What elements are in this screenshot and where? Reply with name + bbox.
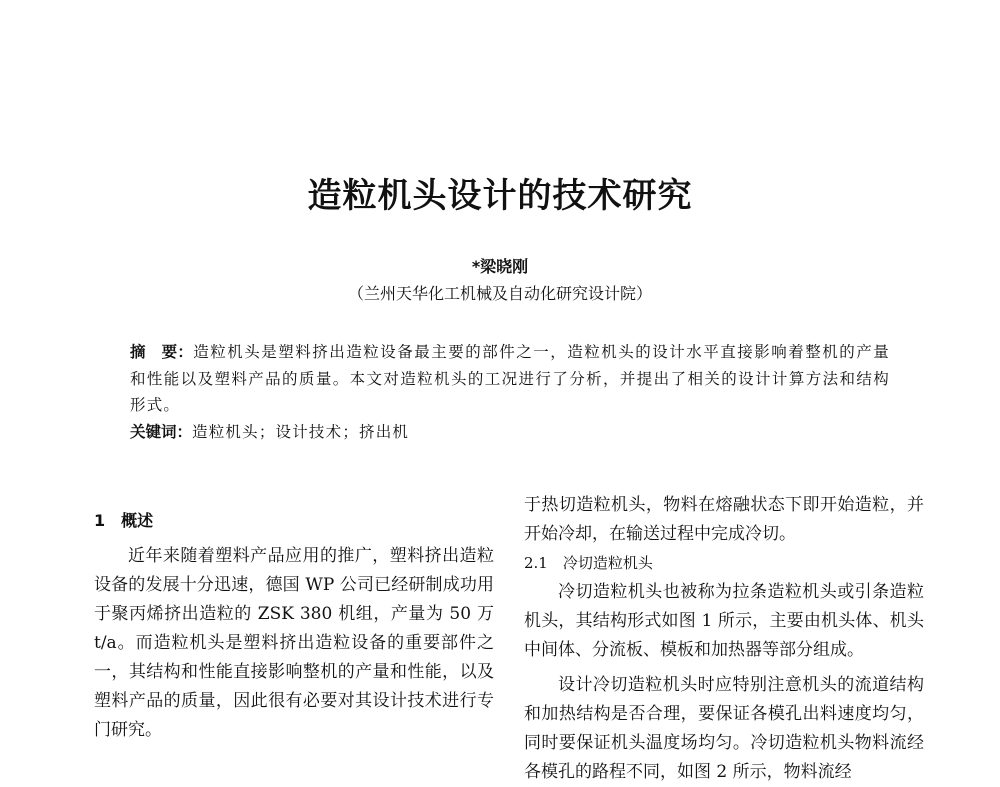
author-name: *梁晓刚	[471, 257, 529, 276]
section-2-1-paragraph-2: 设计冷切造粒机头时应特别注意机头的流道结构和加热结构是否合理，要保证各模孔出料速度均匀，同时要保证机头温度场均匀。冷切造粒机头物料流经各模孔的路程不同，如图 2 所示，物料流经	[524, 675, 924, 782]
author-affiliation: （兰州天华化工机械及自动化研究设计院）	[347, 284, 652, 303]
section-2-1-heading: 2.1 冷切造粒机头	[524, 554, 653, 572]
right-paragraph-continued: 于热切造粒机头，物料在熔融状态下即开始造粒，并开始冷却，在输送过程中完成冷切。	[524, 495, 924, 544]
section-1-heading: 1 概述	[94, 511, 154, 530]
left-column	[94, 506, 494, 745]
section-1-paragraph: 近年来随着塑料产品应用的推广，塑料挤出造粒设备的发展十分迅速，德国 WP 公司已经研制成功用于聚丙烯挤出造粒的 ZSK 380 机组，产量为 50 万 t/a。而造粒机头是塑料挤出造粒设备的重要部件之一，其结构和性能直接影响整机的产量和性能，以及塑料产品的质量，因此很有必要对其设计技术进行专门研究。	[94, 546, 494, 740]
keywords-text: 造粒机头；设计技术；挤出机	[192, 422, 410, 441]
section-2-1-paragraph-1: 冷切造粒机头也被称为拉条造粒机头或引条造粒机头，其结构形式如图 1 所示，主要由机头体、机头中间体、分流板、模板和加热器等部分组成。	[524, 582, 924, 660]
abstract-label: 摘 要：	[130, 343, 194, 361]
paper-title: 造粒机头设计的技术研究	[307, 176, 693, 216]
right-column	[524, 491, 924, 787]
abstract-paragraph	[130, 339, 890, 419]
keywords-line	[130, 419, 890, 446]
abstract-text: 造粒机头是塑料挤出造粒设备最主要的部件之一，造粒机头的设计水平直接影响着整机的产量和性能以及塑料产品的质量。本文对造粒机头的工况进行了分析，并提出了相关的设计计算方法和结构形式。	[130, 343, 890, 414]
keywords-label: 关键词：	[130, 422, 193, 441]
abstract-block	[130, 339, 890, 445]
